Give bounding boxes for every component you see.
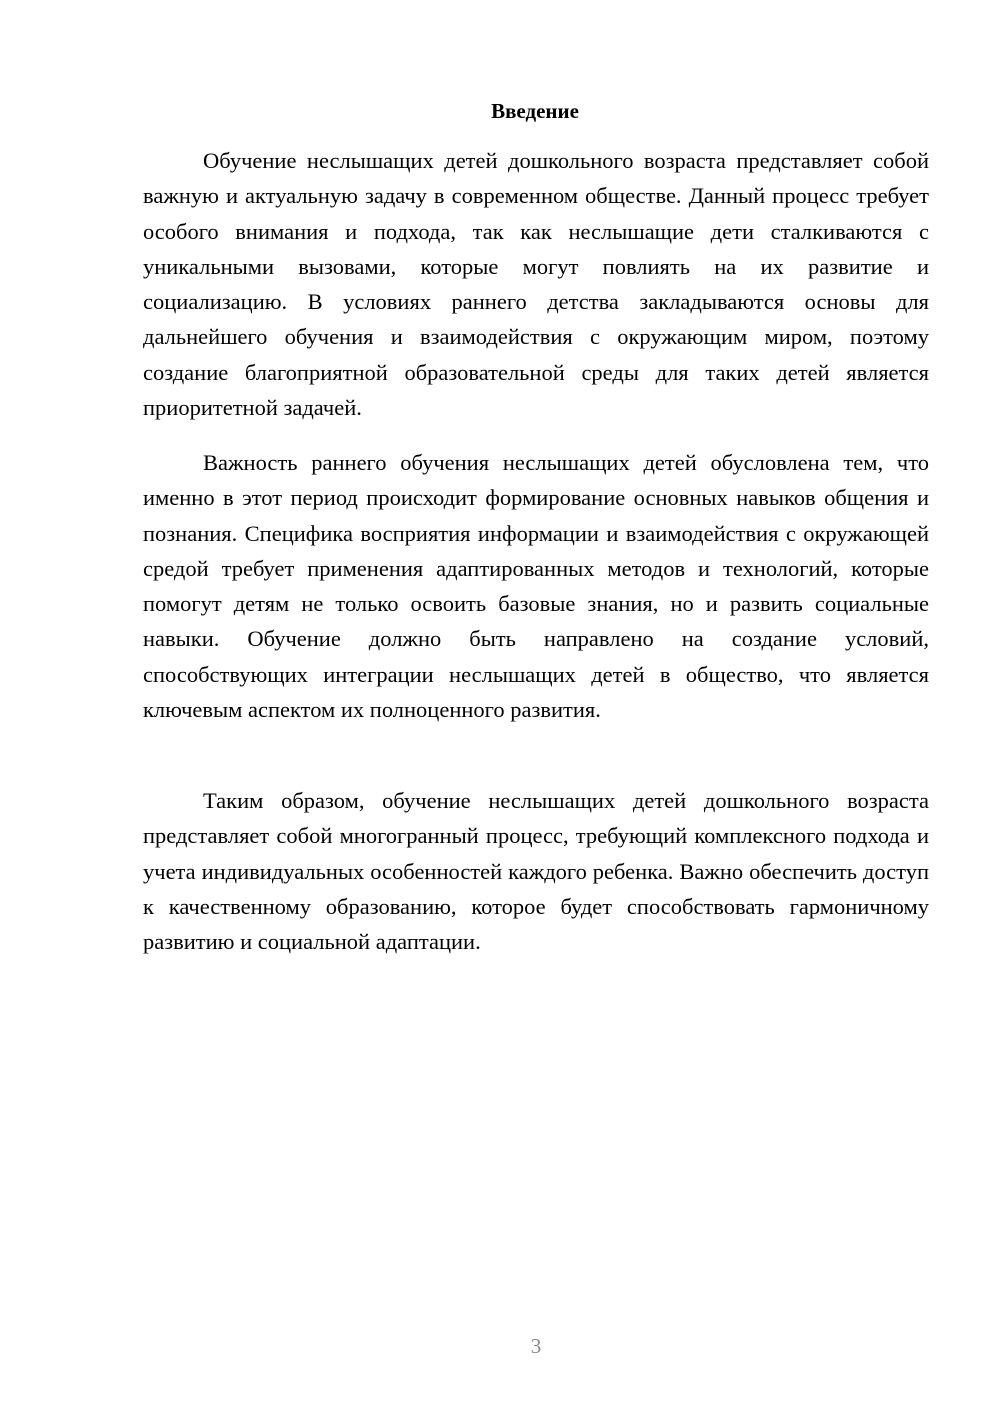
paragraph-2: Важность раннего обучения неслышащих детей обусловлена тем, что именно в этот период происходит формирование основных навыков общения и познания. Специфика восприятия информации и взаимодействия с окружающей средой требует применения адаптированных методов и технологий, которые помогут детям не только освоить базовые знания, но и развить социальные навыки. Обучение должно быть направлено на создание условий, способствующих интеграции неслышащих детей в общество, что является ключевым аспектом их полноценного развития. xyxy=(143,450,929,723)
paragraph-1: Обучение неслышащих детей дошкольного возраста представляет собой важную и актуальную задачу в современном обществе. Данный процесс требует особого внимания и подхода, так как неслышащие дети сталкиваются с уникальными вызовами, которые могут повлиять на их развитие и социализацию. В условиях раннего детства закладываются основы для дальнейшего обучения и взаимодействия с окружающим миром, поэтому создание благоприятной образовательной среды для таких детей является приоритетной задачей. xyxy=(143,148,929,421)
page-number: 3 xyxy=(530,1334,542,1358)
paragraph-3: Таким образом, обучение неслышащих детей дошкольного возраста представляет собой многогранный процесс, требующий комплексного подхода и учета индивидуальных особенностей каждого ребенка. Важно обеспечить доступ к качественному образованию, которое будет способствовать гармоничному развитию и социальной адаптации. xyxy=(143,788,929,955)
section-title: Введение xyxy=(491,99,579,123)
